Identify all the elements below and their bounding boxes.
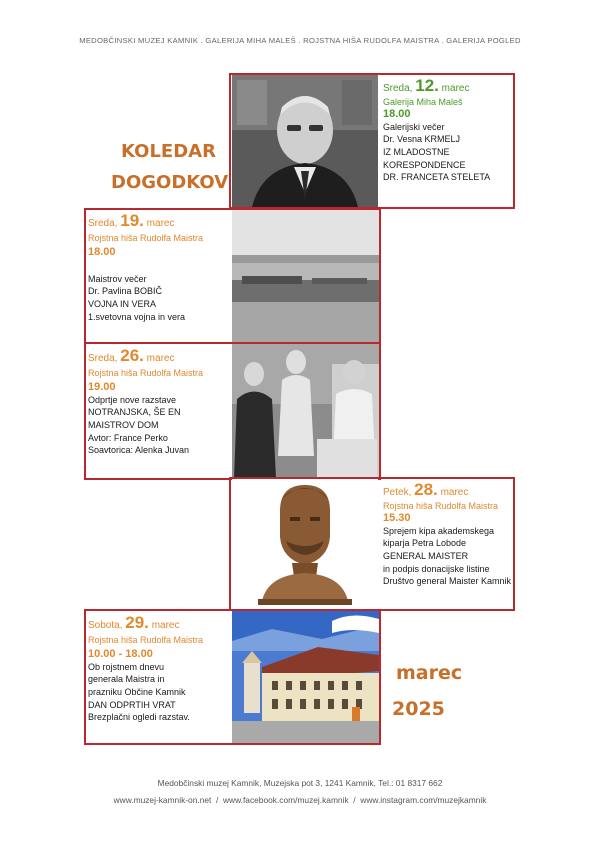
event-time: 15.30 xyxy=(383,512,411,525)
event-line: in podpis donacijske listine xyxy=(383,563,490,574)
event-venue: Rojstna hiša Rudolfa Maistra xyxy=(383,500,499,511)
event-line: Dr. Pavlina BOBIČ xyxy=(88,286,163,297)
event-day: 26. xyxy=(120,346,144,365)
event-venue: Rojstna hiša Rudolfa Maistra xyxy=(88,367,204,378)
event-line: Galerijski večer xyxy=(383,121,445,132)
footer-address: Medobčinski muzej Kamnik, Muzejska pot 3, 1241 Kamnik, Tel.: 01 8317 662 xyxy=(157,778,443,788)
year-label: 2025 xyxy=(392,698,445,720)
event-line: VOJNA IN VERA xyxy=(88,298,157,309)
event-line: DAN ODPRTIH VRAT xyxy=(88,699,176,710)
soldiers-photo xyxy=(232,210,379,342)
event-time: 19.00 xyxy=(88,381,116,394)
event-line: KORESPONDENCE xyxy=(383,159,466,170)
event-line: Brezplačni ogledi razstav. xyxy=(88,712,190,723)
event-weekday: Sreda, xyxy=(88,353,118,364)
event-line: MAISTROV DOM xyxy=(88,419,159,430)
event-line: kiparja Petra Lobode xyxy=(383,538,467,549)
event-text-12 xyxy=(383,76,491,184)
event-month: marec xyxy=(146,218,175,229)
header-institutions: MEDOBČINSKI MUZEJ KAMNIK . GALERIJA MIHA MALEŠ . ROJSTNA HIŠA RUDOLFA MAISTRA . GALERIJA POGLED xyxy=(79,36,521,45)
event-line: Odprtje nove razstave xyxy=(88,394,177,405)
title-line2: DOGODKOV xyxy=(111,172,229,193)
footer-links[interactable]: www.muzej-kamnik-on.net / www.facebook.com/muzej.kamnik / www.instagram.com/muzejkamnik xyxy=(113,795,487,805)
event-text-28 xyxy=(383,480,512,588)
event-line: Maistrov večer xyxy=(88,273,147,284)
month-label: marec xyxy=(396,662,463,684)
event-month: marec xyxy=(151,620,180,631)
event-weekday: Sreda, xyxy=(88,218,118,229)
event-text-26 xyxy=(88,346,204,457)
event-day: 12. xyxy=(415,76,439,95)
event-time: 10.00 - 18.00 xyxy=(88,648,153,661)
event-line: DR. FRANCETA STELETA xyxy=(383,172,491,183)
event-day: 29. xyxy=(125,613,149,632)
event-line: NOTRANJSKA, ŠE EN xyxy=(88,407,181,418)
event-weekday: Sreda, xyxy=(383,83,413,94)
event-venue: Rojstna hiša Rudolfa Maistra xyxy=(88,232,204,243)
event-line: GENERAL MAISTER xyxy=(383,550,469,561)
event-venue: Rojstna hiša Rudolfa Maistra xyxy=(88,634,204,645)
family-photo xyxy=(232,344,379,478)
event-weekday: Petek, xyxy=(383,487,412,498)
event-line: Ob rojstnem dnevu xyxy=(88,661,165,672)
event-line: generala Maistra in xyxy=(88,674,165,685)
event-line: Soavtorica: Alenka Juvan xyxy=(88,445,190,456)
event-month: marec xyxy=(441,83,470,94)
event-time: 18.00 xyxy=(383,108,411,121)
event-weekday: Sobota, xyxy=(88,620,123,631)
portrait-photo-stele xyxy=(232,75,378,207)
event-time: 18.00 xyxy=(88,246,116,259)
event-text-29 xyxy=(88,613,204,724)
event-line: 1.svetovna vojna in vera xyxy=(88,311,186,322)
event-line: prazniku Občine Kamnik xyxy=(88,686,186,697)
bust-sculpture-photo xyxy=(232,479,378,609)
event-month: marec xyxy=(440,487,469,498)
event-line: Sprejem kipa akademskega xyxy=(383,525,495,536)
event-line: Avtor: France Perko xyxy=(88,432,168,443)
event-day: 28. xyxy=(414,480,438,499)
event-line: Dr. Vesna KRMELJ xyxy=(383,134,461,145)
event-venue: Galerija Miha Maleš xyxy=(383,96,463,107)
birth-house-photo xyxy=(232,611,379,743)
title-line1: KOLEDAR xyxy=(121,141,216,162)
event-line: IZ MLADOSTNE xyxy=(383,146,450,157)
event-day: 19. xyxy=(120,211,144,230)
event-month: marec xyxy=(146,353,175,364)
event-text-19 xyxy=(88,211,204,323)
event-line: Društvo general Maister Kamnik xyxy=(383,576,512,587)
